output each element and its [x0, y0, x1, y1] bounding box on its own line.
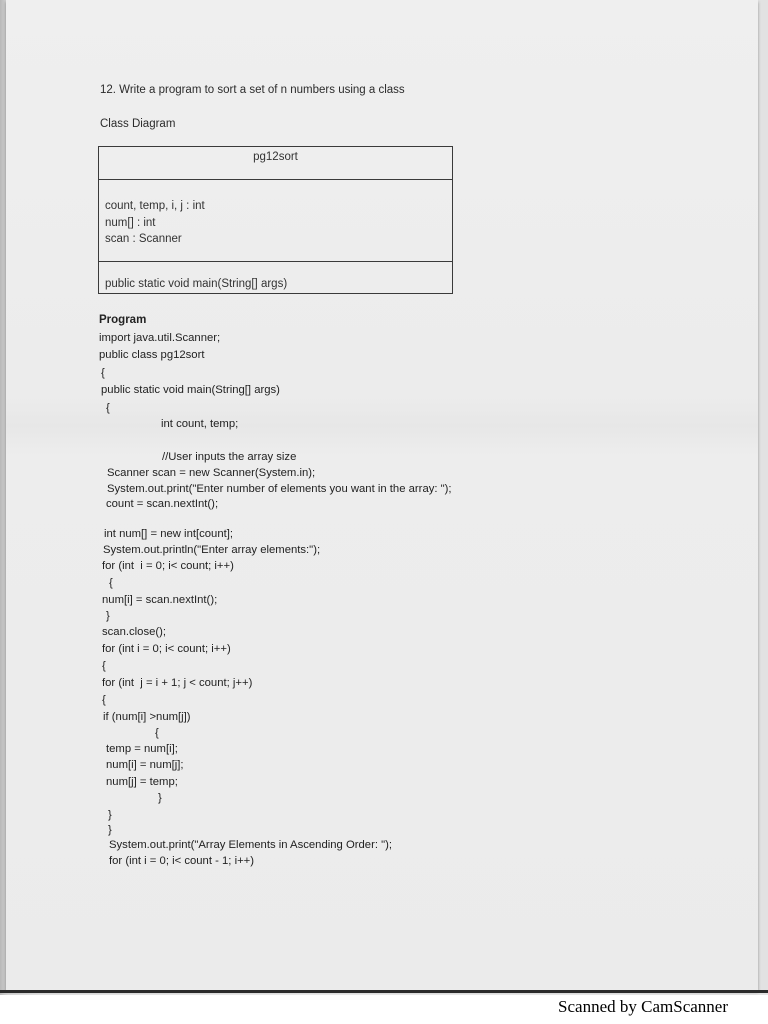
code-line: { — [155, 727, 159, 739]
uml-class-name: pg12sort — [99, 147, 452, 180]
code-line: { — [102, 660, 106, 672]
code-line: for (int i = 0; i< count; i++) — [102, 560, 234, 572]
uml-attribute: scan : Scanner — [105, 233, 182, 245]
code-line: count = scan.nextInt(); — [106, 498, 219, 510]
code-line: num[i] = scan.nextInt(); — [102, 594, 218, 606]
code-line: Scanner scan = new Scanner(System.in); — [107, 467, 316, 479]
question-heading: 12. Write a program to sort a set of n numbers using a class — [100, 84, 405, 96]
code-line: int count, temp; — [161, 418, 239, 430]
code-line: } — [108, 809, 112, 821]
code-line: { — [106, 402, 110, 414]
code-line: import java.util.Scanner; — [99, 332, 221, 344]
code-line: { — [109, 577, 113, 589]
uml-class-diagram — [98, 146, 453, 294]
uml-attributes — [99, 180, 452, 262]
uml-operation: public static void main(String[] args) — [105, 278, 288, 290]
code-line: if (num[i] >num[j]) — [103, 711, 191, 723]
program-label: Program — [99, 314, 147, 326]
uml-attribute: count, temp, i, j : int — [105, 200, 205, 212]
code-line: temp = num[i]; — [106, 743, 178, 755]
code-line: for (int j = i + 1; j < count; j++) — [102, 677, 253, 689]
uml-operations — [99, 262, 452, 294]
code-line: //User inputs the array size — [162, 451, 297, 463]
code-line: } — [108, 824, 112, 836]
code-line: { — [102, 694, 106, 706]
code-line: System.out.println("Enter array elements:"); — [103, 544, 321, 556]
scanner-watermark: Scanned by CamScanner — [558, 997, 728, 1016]
code-line: for (int i = 0; i< count; i++) — [102, 643, 231, 655]
code-line: num[i] = num[j]; — [106, 759, 184, 771]
page-edge — [0, 990, 768, 993]
code-line: } — [106, 610, 110, 622]
code-line: { — [101, 367, 105, 379]
code-line: System.out.print("Array Elements in Ascending Order: "); — [109, 839, 393, 851]
code-line: public static void main(String[] args) — [101, 384, 280, 396]
code-line: int num[] = new int[count]; — [104, 528, 234, 540]
code-line: for (int i = 0; i< count - 1; i++) — [109, 855, 255, 867]
class-diagram-label: Class Diagram — [100, 118, 176, 130]
code-line: } — [158, 792, 162, 804]
code-line: public class pg12sort — [99, 349, 205, 361]
code-line: num[j] = temp; — [106, 776, 178, 788]
code-line: scan.close(); — [102, 626, 167, 638]
uml-attribute: num[] : int — [105, 216, 156, 229]
code-line: System.out.print("Enter number of elements you want in the array: "); — [107, 483, 452, 495]
